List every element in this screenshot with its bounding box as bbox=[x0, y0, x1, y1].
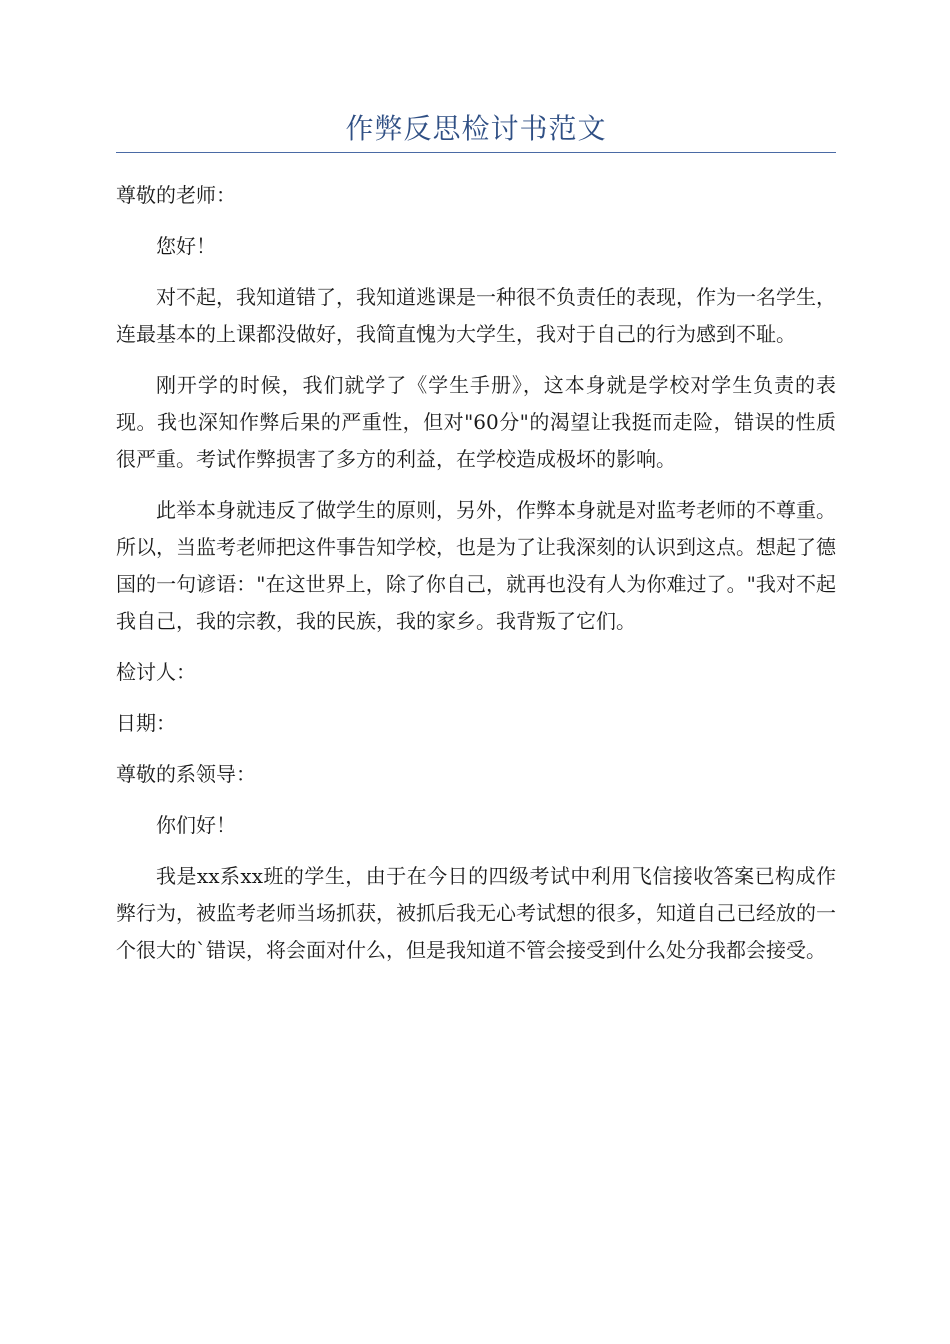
document-page bbox=[116, 108, 836, 969]
paragraph: 此举本身就违反了做学生的原则，另外，作弊本身就是对监考老师的不尊重。所以，当监考老师把这件事告知学校，也是为了让我深刻的认识到这点。想起了德国的一句谚语："在这世界上，除了你自己，就再也没有人为你难过了。"我对不起我自己，我的宗教，我的民族，我的家乡。我背叛了它们。 bbox=[116, 498, 836, 633]
paragraph: 刚开学的时候，我们就学了《学生手册》，这本身就是学校对学生负责的表现。我也深知作弊后果的严重性，但对"60分"的渴望让我挺而走险，错误的性质很严重。考试作弊损害了多方的利益，在学校造成极坏的影响。 bbox=[116, 373, 836, 471]
date-label: 日期： bbox=[116, 711, 176, 735]
greeting-teacher: 您好！ bbox=[156, 234, 216, 258]
salutation-leaders: 尊敬的系领导： bbox=[116, 762, 256, 786]
signer-label: 检讨人： bbox=[116, 660, 196, 684]
paragraph: 对不起，我知道错了，我知道逃课是一种很不负责任的表现，作为一名学生，连最基本的上课都没做好，我简直愧为大学生，我对于自己的行为感到不耻。 bbox=[116, 285, 836, 346]
document-title: 作弊反思检讨书范文 bbox=[116, 108, 836, 153]
paragraph: 我是xx系xx班的学生，由于在今日的四级考试中利用飞信接收答案已构成作弊行为，被监考老师当场抓获，被抓后我无心考试想的很多，知道自己已经放的一个很大的`错误，将会面对什么，但是我知道不管会接受到什么处分我都会接受。 bbox=[116, 864, 836, 962]
greeting-leaders: 你们好！ bbox=[156, 813, 236, 837]
salutation-teacher: 尊敬的老师： bbox=[116, 183, 236, 207]
